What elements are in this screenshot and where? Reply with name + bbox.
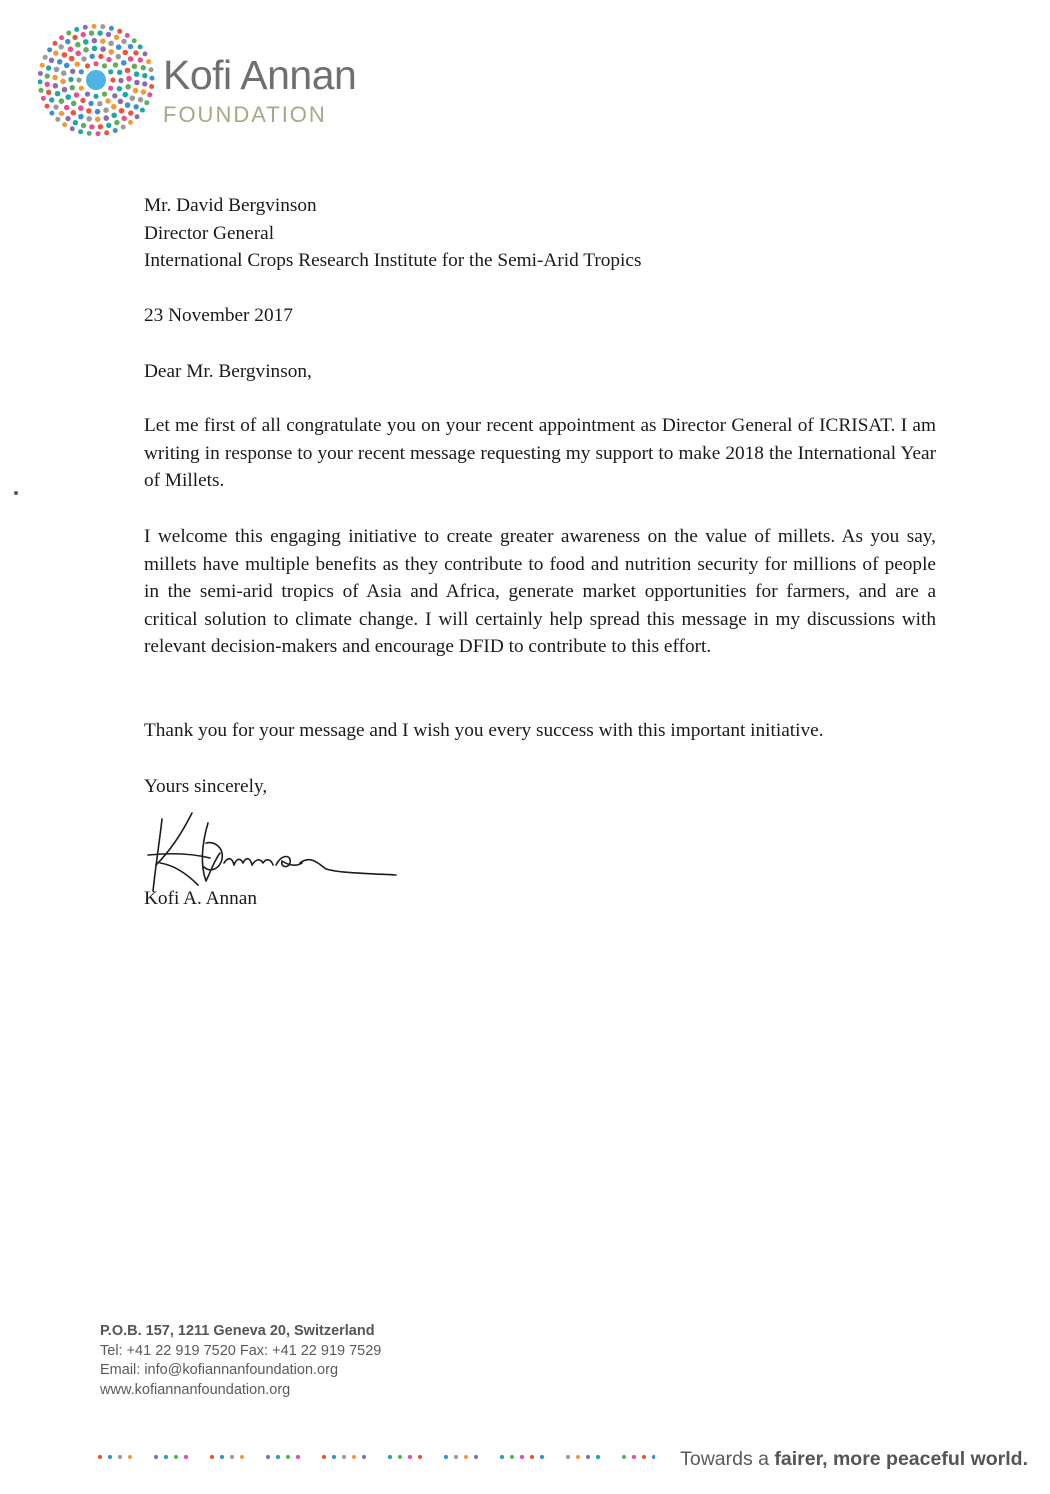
footer-dots-decoration [95, 1452, 655, 1462]
recipient-name: Mr. David Bergvinson [144, 195, 317, 216]
org-name: Kofi Annan [163, 52, 357, 98]
footer-contact [100, 1322, 381, 1400]
tagline [680, 1448, 1028, 1471]
body-paragraph-3: Thank you for your message and I wish you every success with this important initiative. [144, 720, 824, 741]
tagline-prefix: Towards a [680, 1448, 775, 1470]
salutation: Dear Mr. Bergvinson, [144, 361, 312, 382]
recipient-block [144, 192, 936, 275]
body-paragraph-1: Let me first of all congratulate you on your recent appointment as Director General of ICRISAT. I am writing in response to your recent message requesting my support to make 2018 the International Year of Millets. [144, 415, 936, 491]
footer-address: P.O.B. 157, 1211 Geneva 20, Switzerland [100, 1323, 375, 1339]
footer-phone: Tel: +41 22 919 7520 Fax: +41 22 919 7529 [100, 1342, 382, 1359]
recipient-organization: International Crops Research Institute for the Semi-Arid Tropics [144, 250, 642, 271]
letter-date: 23 November 2017 [144, 305, 293, 326]
body-paragraph-2: I welcome this engaging initiative to create greater awareness on the value of millets. As you say, millets have multiple benefits as they contribute to food and nutrition security for millions of people in the semi-arid tropics of Asia and Africa, generate market opportunities for farmers, and are a critical solution to climate change. I will certainly help spread this message in my discussions with relevant decision-makers and encourage DFID to contribute to this effort. [144, 526, 936, 657]
footer-email: Email: info@kofiannanfoundation.org [100, 1362, 339, 1378]
handwritten-signature [140, 803, 410, 898]
signer-name: Kofi A. Annan [144, 888, 258, 909]
closing: Yours sincerely, [144, 776, 268, 797]
tagline-emphasis: fairer, more peaceful world. [774, 1448, 1028, 1470]
foundation-logo-icon [38, 24, 160, 140]
recipient-title: Director General [144, 222, 275, 244]
org-subtitle: FOUNDATION [163, 102, 327, 127]
scan-speck [14, 491, 18, 495]
footer-website: www.kofiannanfoundation.org [100, 1381, 291, 1398]
